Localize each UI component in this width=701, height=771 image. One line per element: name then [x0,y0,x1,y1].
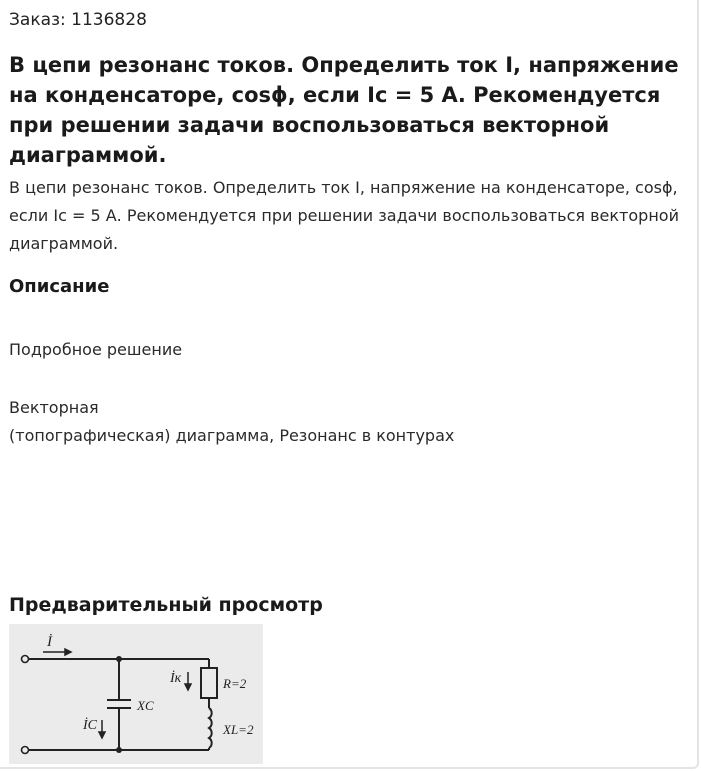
circuit-preview-image[interactable] [9,624,263,764]
preview-heading: Предварительный просмотр [9,594,323,616]
terminal-dot [22,656,29,663]
circuit-diagram [9,624,263,764]
description-line: Подробное решение [9,340,183,359]
description-heading: Описание [9,276,110,297]
task-text: В цепи резонанс токов. Определить ток I, напряжение на конденсаторе, cosϕ, если Ic = 5 А. Рекомендуется при решении задачи воспользоваться векторной диаграммой. [9,178,679,253]
order-number: Заказ: 1136828 [9,10,147,30]
description-line: (топографическая) диаграмма, Резонанс в контурах [9,426,455,445]
task-title: В цепи резонанс токов. Определить ток I, напряжение на конденсаторе, cosϕ, если Ic = 5 А. Рекомендуется при решении задачи воспользоваться векторной диаграммой. [9,53,679,167]
terminal-dot [22,747,29,754]
label-i-main: İ [47,634,52,650]
label-r: R=2 [223,676,247,691]
label-xl: XL=2 [223,722,254,737]
label-i-c: İС [83,718,97,733]
label-i-k: İк [170,671,182,686]
junction-dot [116,656,122,662]
junction-dot [116,747,122,753]
label-xc: XС [137,698,154,713]
description-line: Векторная [9,398,99,417]
